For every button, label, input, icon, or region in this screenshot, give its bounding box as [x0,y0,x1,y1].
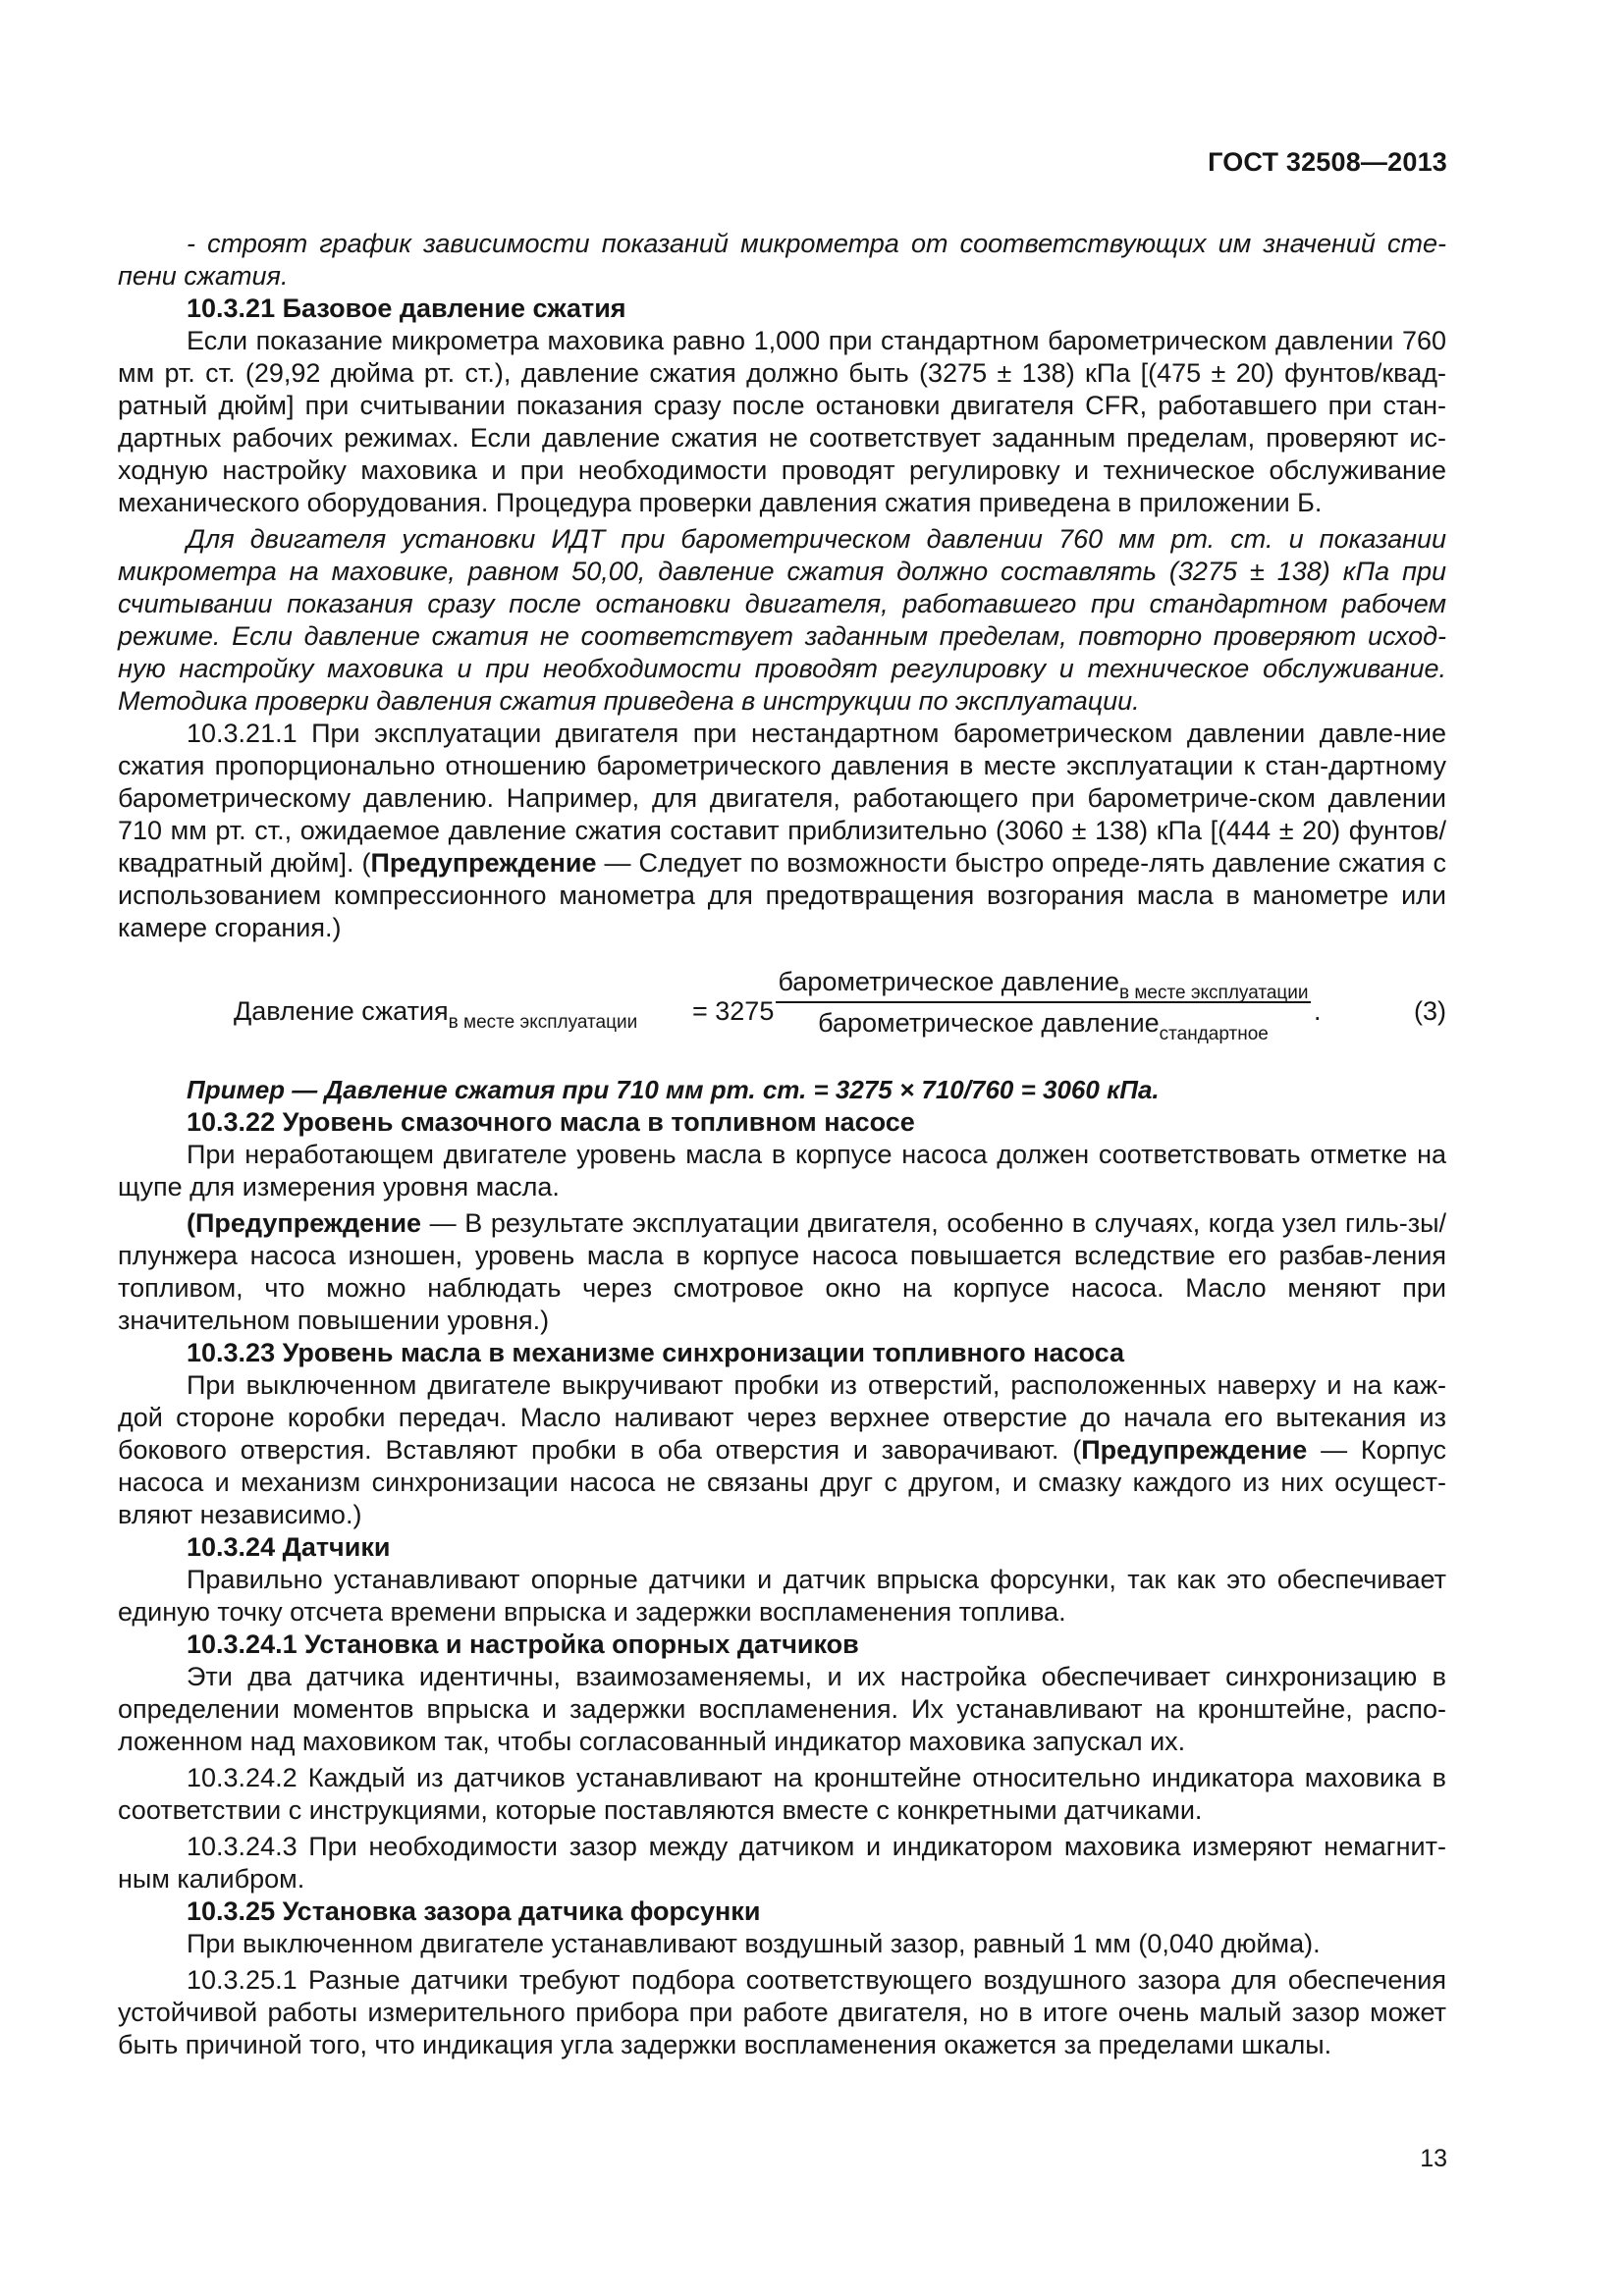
formula-numerator-text: барометрическое давление [778,967,1119,996]
warning-label: Предупреждение [1081,1435,1308,1465]
paragraph-10-3-24-3: 10.3.24.3 При необходимости зазор между датчиком и индикатором маховика измеряют немагнит-ным калибром. [118,1832,1446,1894]
page-number: 13 [1420,2145,1447,2172]
warning-label: Предупреждение [370,848,597,878]
text-run: При выключенном двигателе выкручивают пробки из отверстий, расположенных наверху и на каж-дой стороне коробки передач. Масло наливают через верхнее отверстие до начала его вытекания из бокового отверстия. Вставляют пробки в оба отверстия и заворачивают. ( [118,1370,1446,1465]
paragraph-10-3-24-2: 10.3.24.2 Каждый из датчиков устанавливают на кронштейне относительно индикатора маховика в соответствии с инструкциями, которые поставляются вместе с конкретными датчиками. [118,1763,1446,1825]
text-run: — Следует по возможности быстро опреде-лять давление сжатия с использованием компрессионного манометра для предотвращения возгорания масла в манометре или камере сгорания.) [118,848,1446,942]
example-note: Пример — Давление сжатия при 710 мм рт. ст. = 3275 × 710/760 = 3060 кПа. [187,1075,1160,1104]
paragraph: Эти два датчика идентичны, взаимозаменяемы, и их настройка обеспечивает синхронизацию в определении моментов впрыска и задержки воспламенения. Их устанавливают на кронштейне, распо-ложенном над маховиком так, чтобы согласованный индикатор маховика запускал их. [118,1662,1446,1756]
paragraph: Если показание микрометра маховика равно 1,000 при стандартном барометрическом давлении 760 мм рт. ст. (29,92 дюйма рт. ст.), давление сжатия должно быть (3275 ± 138) кПа [(475 ± 20) фунтов/квад-ратный дюйм] при считывании показания сразу после остановки двигателя CFR, работавшего при стан-дартных рабочих режимах. Если давление сжатия не соответствует заданным пределам, проверяют ис-ходную настройку маховика и при необходимости проводят регулировку и техническое обслуживание механического оборудования. Процедура проверки давления сжатия приведена в приложении Б. [118,326,1446,517]
formula-numerator-subscript: в месте эксплуатации [1119,983,1309,1003]
formula-denominator-subscript: стандартное [1159,1024,1269,1044]
document-header: ГОСТ 32508—2013 [1208,147,1447,177]
text-run: — В результате эксплуатации двигателя, особенно в случаях, когда узел гиль-зы/плунжера насоса изношен, уровень масла в корпусе насоса повышается вследствие его разбав-ления топливом, что можно наблюдать через смотровое окно на корпусе насоса. Масло меняют при значительном повышении уровня.) [118,1208,1446,1335]
paragraph: При неработающем двигателе уровень масла в корпусе насоса должен соответствовать отметке на щупе для измерения уровня масла. [118,1140,1446,1201]
section-heading-10-3-22: 10.3.22 Уровень смазочного масла в топливном насосе [187,1107,915,1137]
section-heading-10-3-24: 10.3.24 Датчики [187,1532,391,1562]
paragraph-list-item: - строят график зависимости показаний микрометра от соответствующих им значений сте-пени сжатия. [118,229,1446,291]
text-run: — Корпус насоса и механизм синхронизации насоса не связаны друг с другом, и смазку каждого из них осущест-вляют независимо.) [118,1435,1446,1529]
formula-lhs-text: Давление сжатия [234,996,449,1026]
paragraph: Правильно устанавливают опорные датчики и датчик впрыска форсунки, так как это обеспечивает единую точку отсчета времени впрыска и задержки воспламенения топлива. [118,1565,1446,1627]
formula-number: (3) [1414,996,1446,1026]
formula-3 [118,966,1446,1060]
text-run: 10.3.21.1 При эксплуатации двигателя при нестандартном барометрическом давлении давле-ние сжатия пропорционально отношению барометрического давления в месте эксплуатации к стан-дартному барометрическому давлению. Например, для двигателя, работающего при барометриче-ском давлении 710 мм рт. ст., ожидаемое давление сжатия составит приблизительно (3060 ± 138) кПа [(444 ± 20) фунтов/квадратный дюйм]. ( [118,719,1446,878]
formula-period: . [1314,996,1322,1026]
formula-denominator-text: барометрическое давление [818,1008,1160,1038]
section-heading-10-3-23: 10.3.23 Уровень масла в механизме синхронизации топливного насоса [187,1338,1124,1367]
document-body [118,228,1446,2061]
paragraph: При выключенном двигателе устанавливают воздушный зазор, равный 1 мм (0,040 дюйма). [187,1929,1321,1958]
section-heading-10-3-24-1: 10.3.24.1 Установка и настройка опорных датчиков [187,1629,859,1659]
paragraph-warning [118,1207,1446,1337]
paragraph [118,1369,1446,1531]
formula-fraction [776,966,1311,1042]
formula-equals-coefficient: = 3275 [692,996,775,1026]
warning-label: (Предупреждение [187,1208,422,1238]
section-heading-10-3-21: 10.3.21 Базовое давление сжатия [187,294,626,323]
section-heading-10-3-25: 10.3.25 Установка зазора датчика форсунки [187,1896,761,1926]
paragraph-italic-note: Для двигателя установки ИДТ при барометрическом давлении 760 мм рт. ст. и показании микрометра на маховике, равном 50,00, давление сжатия должно составлять (3275 ± 138) кПа при считывании показания сразу после остановки двигателя, работавшего при стандартном рабочем режиме. Если давление сжатия не соответствует заданным пределам, повторно проверяют исход-ную настройку маховика и при необходимости проводят регулировку и техническое обслуживание. Методика проверки давления сжатия приведена в инструкции по эксплуатации. [118,524,1446,716]
formula-lhs-subscript: в месте эксплуатации [448,1012,638,1033]
formula-lhs [234,995,637,1031]
formula-numerator [776,966,1311,1001]
paragraph-10-3-25-1: 10.3.25.1 Разные датчики требуют подбора соответствующего воздушного зазора для обеспечения устойчивой работы измерительного прибора при работе двигателя, но в итоге очень малый зазор может быть причиной того, что индикация угла задержки воспламенения окажется за пределами шкалы. [118,1965,1446,2059]
formula-denominator [776,1003,1311,1042]
paragraph-10-3-21-1 [118,718,1446,944]
